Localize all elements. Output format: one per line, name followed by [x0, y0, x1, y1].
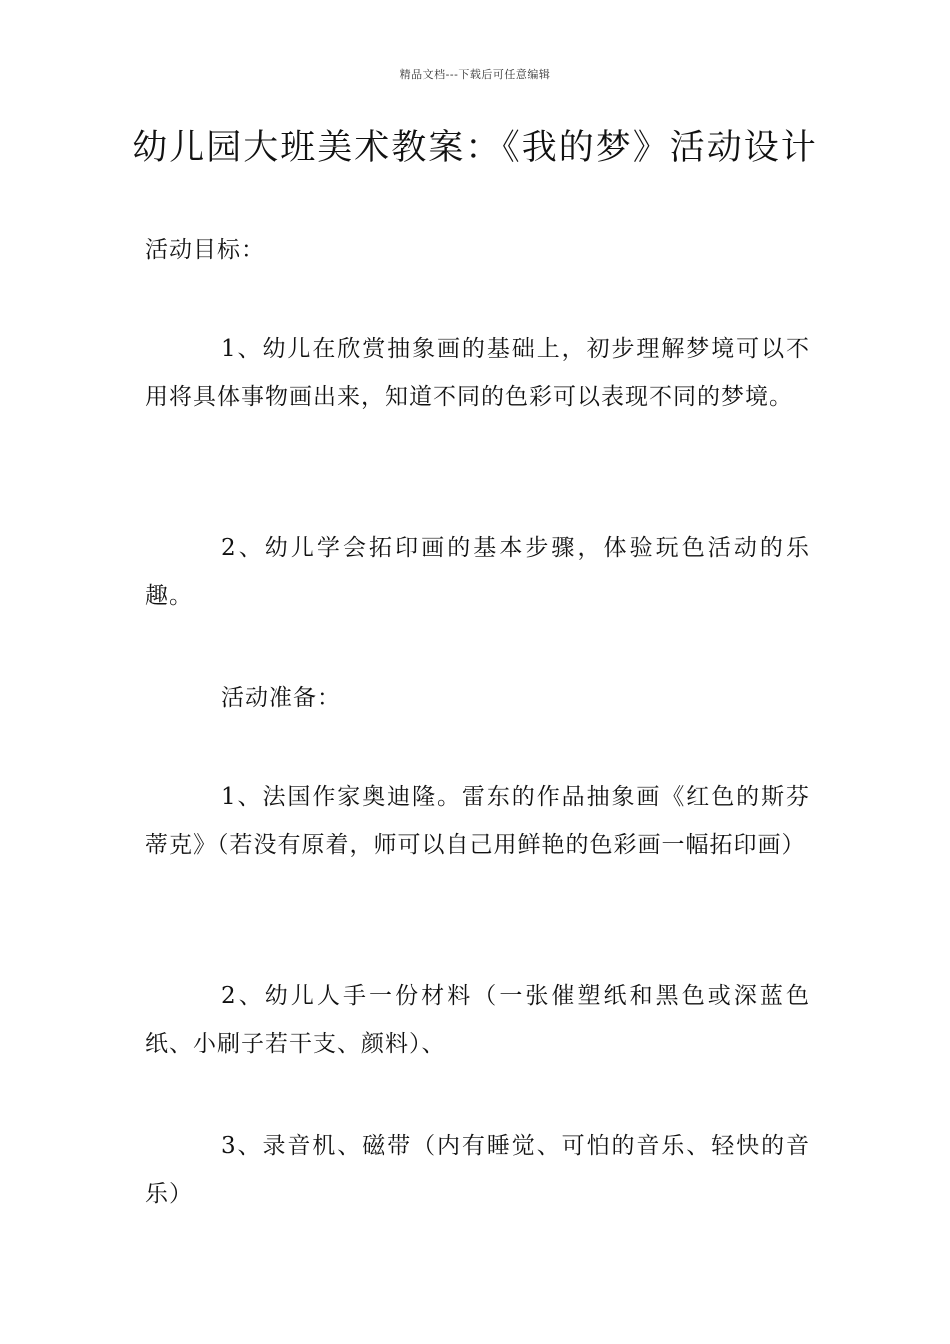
- goal-heading: 活动目标：: [145, 237, 265, 263]
- prep-heading: 活动准备：: [221, 685, 341, 711]
- prep-item-2: 2、幼儿人手一份材料（一张催塑纸和黑色或深蓝色纸、小刷子若干支、颜料）、: [145, 983, 810, 1057]
- goal-item-1: 1、幼儿在欣赏抽象画的基础上，初步理解梦境可以不用将具体事物画出来，知道不同的色彩可以表现不同的梦境。: [145, 336, 810, 410]
- goal-item-2: 2、幼儿学会拓印画的基本步骤，体验玩色活动的乐趣。: [145, 535, 810, 609]
- prep-item-3: 3、录音机、磁带（内有睡觉、可怕的音乐、轻快的音乐）: [145, 1133, 810, 1207]
- prep-item-1: 1、法国作家奥迪隆。雷东的作品抽象画《红色的斯芬蒂克》（若没有原着，师可以自己用鲜艳的色彩画一幅拓印画）: [145, 784, 810, 858]
- document-title: 幼儿园大班美术教案：《我的梦》活动设计: [132, 128, 818, 168]
- page-header-note: 精品文档---下载后可任意编辑: [399, 68, 551, 81]
